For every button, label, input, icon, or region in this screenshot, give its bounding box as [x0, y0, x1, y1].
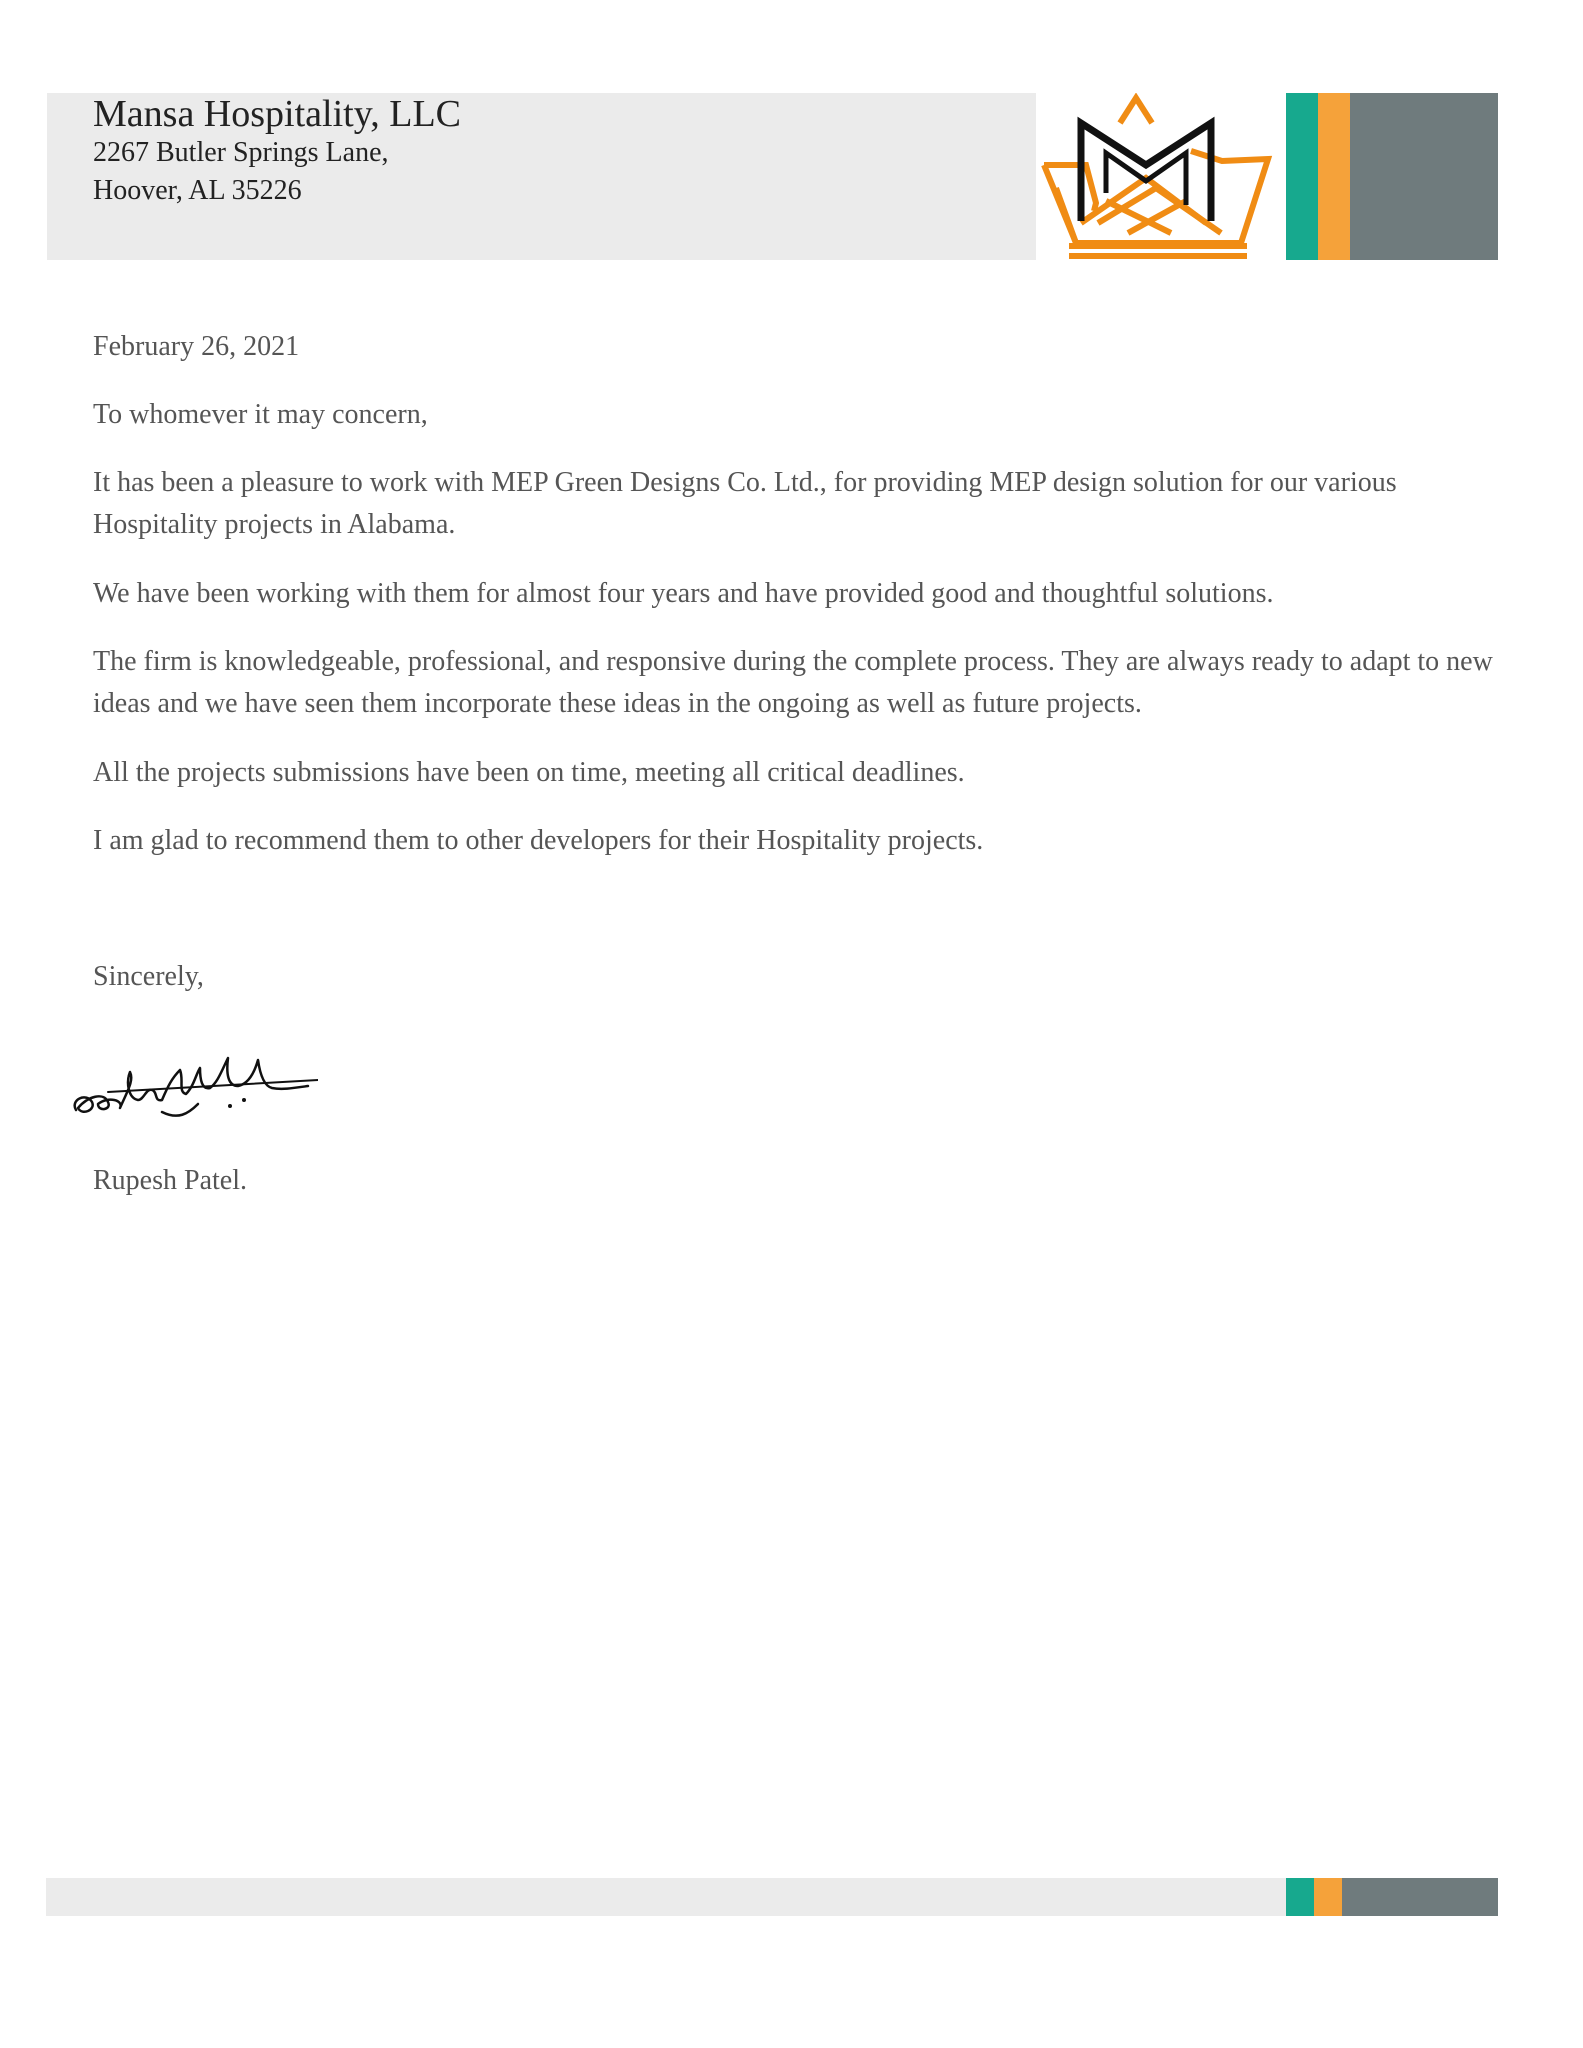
letter-paragraph-4: All the projects submissions have been on time, meeting all critical deadlines.	[93, 757, 965, 788]
letter-paragraph-1: It has been a pleasure to work with MEP Green Designs Co. Ltd., for providing MEP design solution for our various Hospitality projects in Alabama.	[93, 467, 1397, 540]
footer-orange-stripe	[1314, 1878, 1342, 1916]
header-slate-stripe	[1350, 93, 1498, 260]
footer-bar	[46, 1878, 1286, 1916]
footer-slate-stripe	[1342, 1878, 1498, 1916]
header-orange-stripe	[1318, 93, 1350, 260]
crown-m-logo-icon	[1036, 93, 1286, 260]
signer-name: Rupesh Patel.	[93, 1165, 247, 1196]
header-teal-stripe	[1286, 93, 1318, 260]
footer-teal-stripe	[1286, 1878, 1314, 1916]
letter-salutation: To whomever it may concern,	[93, 399, 428, 430]
letter-paragraph-5: I am glad to recommend them to other developers for their Hospitality projects.	[93, 825, 984, 856]
address-line-1: 2267 Butler Springs Lane,	[93, 137, 389, 168]
company-name: Mansa Hospitality, LLC	[93, 93, 461, 135]
address-line-2: Hoover, AL 35226	[93, 175, 302, 206]
handwritten-signature-icon	[68, 1030, 318, 1140]
letter-date: February 26, 2021	[93, 331, 300, 362]
letter-closing: Sincerely,	[93, 961, 204, 992]
letter-paragraph-2: We have been working with them for almost four years and have provided good and thoughtful solutions.	[93, 578, 1274, 609]
company-logo	[1036, 93, 1286, 260]
letter-paragraph-3: The firm is knowledgeable, professional, and responsive during the complete process. They are always ready to adapt to new ideas and we have seen them incorporate these ideas in the ongoing as well as future projects.	[93, 646, 1493, 719]
